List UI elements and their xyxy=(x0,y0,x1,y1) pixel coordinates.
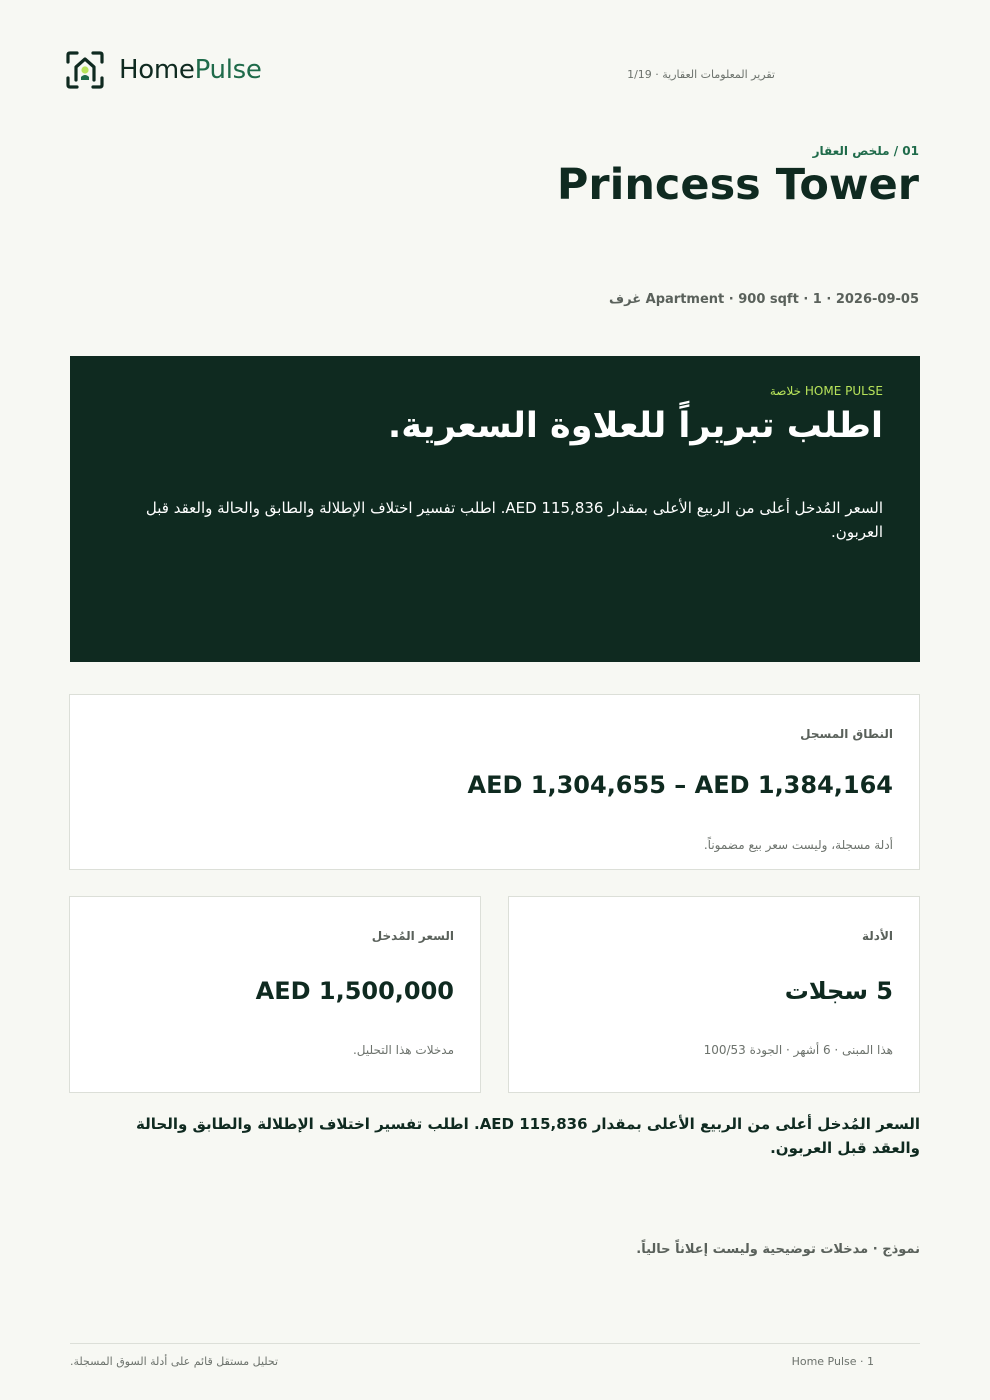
card-value: AED 1,304,655 – AED 1,384,164 xyxy=(467,771,893,799)
brand-name-home: Home xyxy=(119,55,195,85)
footer-divider xyxy=(70,1343,920,1344)
summary-body: السعر المُدخل أعلى من الربيع الأعلى بمقدار AED 115,836. اطلب تفسير اختلاف الإطلالة والطابق والحالة والعقد قبل العربون. xyxy=(145,499,883,541)
card-value: AED 1,500,000 xyxy=(255,977,454,1005)
disclaimer-text: نموذج · مدخلات توضيحية وليست إعلاناً حالياً. xyxy=(636,1242,920,1257)
report-label: تقرير المعلومات العقارية · 1/19 xyxy=(627,68,775,81)
brand-name-pulse: Pulse xyxy=(194,55,262,85)
summary-kicker: HOME PULSE خلاصة xyxy=(769,384,883,398)
card-label: الأدلة xyxy=(862,929,893,943)
summary-panel xyxy=(70,356,920,662)
brand-name xyxy=(119,55,262,85)
evidence-card xyxy=(508,896,920,1093)
recorded-range-card xyxy=(69,694,920,870)
footer-page-number: Home Pulse · 1 xyxy=(791,1355,874,1368)
card-note: هذا المبنى · 6 أشهر · الجودة 100/53 xyxy=(703,1043,893,1057)
brand-logo xyxy=(65,50,262,90)
property-meta: 2026-09-05 · Apartment · 900 sqft · 1 غرف xyxy=(609,292,919,307)
summary-headline: اطلب تبريراً للعلاوة السعرية. xyxy=(387,406,883,446)
card-note: أدلة مسجلة، وليست سعر بيع مضموناً. xyxy=(703,838,893,852)
card-label: السعر المُدخل xyxy=(371,929,454,943)
footer-note: تحليل مستقل قائم على أدلة السوق المسجلة. xyxy=(70,1355,279,1368)
section-label: 01 / ملخص العقار xyxy=(812,144,919,158)
card-label: النطاق المسجل xyxy=(800,727,893,741)
house-scan-icon xyxy=(65,50,105,90)
property-title: Princess Tower xyxy=(556,160,919,210)
asking-price-card xyxy=(69,896,481,1093)
card-value: 5 سجلات xyxy=(784,977,893,1005)
takeaway-text: السعر المُدخل أعلى من الربيع الأعلى بمقدار AED 115,836. اطلب تفسير اختلاف الإطلالة والطابق والحالة والعقد قبل العربون. xyxy=(136,1115,920,1157)
card-note: مدخلات هذا التحليل. xyxy=(352,1043,454,1057)
